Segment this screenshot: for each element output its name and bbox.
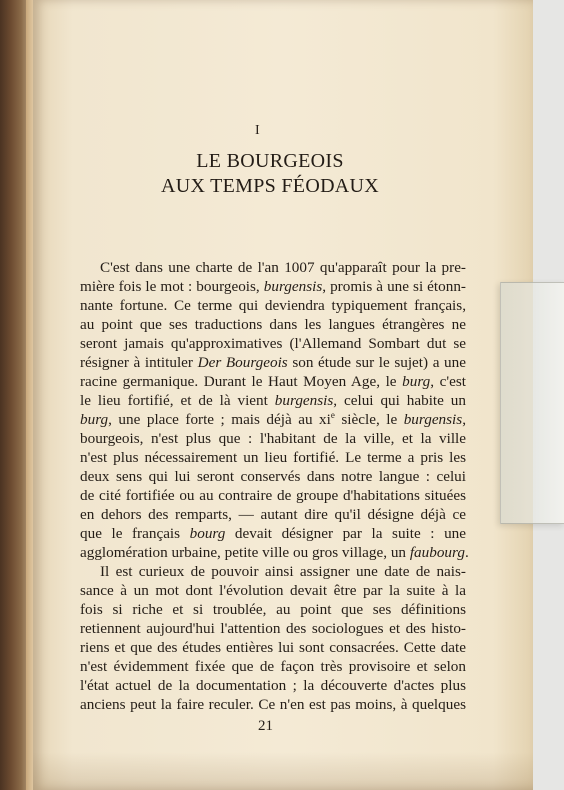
text-run: devait désigner par la suite : une xyxy=(225,525,466,542)
text-run: C'est dans une charte de l'an 1007 qu'apparaît pour la pre- xyxy=(100,259,466,276)
text-run: , celui qui habite un xyxy=(333,392,466,409)
italic-term: burgensis xyxy=(274,392,334,409)
text-line xyxy=(80,676,466,695)
page-number: 21 xyxy=(258,718,273,734)
text-line xyxy=(80,524,466,543)
text-line xyxy=(80,581,466,600)
italic-term: bourg xyxy=(189,525,226,542)
text-line xyxy=(100,258,466,277)
italic-term: burgensis xyxy=(263,278,323,295)
chapter-number: I xyxy=(255,123,260,138)
text-run: bourgeois, n'est plus que : l'habitant de la ville, et la ville xyxy=(80,430,466,447)
text-run: , xyxy=(462,411,466,428)
text-run: riens et que des études entières lui sont consacrées. Cette date xyxy=(80,639,466,656)
text-line xyxy=(80,600,466,619)
text-line xyxy=(80,505,466,524)
text-line xyxy=(80,429,466,448)
text-run: , promis à une si étonn- xyxy=(322,278,466,295)
italic-term: burgensis xyxy=(403,411,463,428)
text-run: , une place forte ; mais déjà au xi xyxy=(108,411,331,428)
text-line xyxy=(80,467,466,486)
text-line xyxy=(80,448,466,467)
text-line xyxy=(80,315,466,334)
text-run: son étude sur le sujet) a une xyxy=(287,354,466,371)
text-run: racine germanique. Durant le Haut Moyen Age, le xyxy=(80,373,403,390)
plastic-page-clip xyxy=(500,282,564,524)
text-line xyxy=(80,372,466,391)
text-line xyxy=(80,353,466,372)
italic-term: Der Bourgeois xyxy=(197,354,288,371)
text-run: en dehors des remparts, — autant dire qu'il désigne déjà ce xyxy=(80,506,466,523)
text-run: sance à un mot dont l'évolution devait être par la suite à la xyxy=(80,582,466,599)
text-run: Il est curieux de pouvoir ainsi assigner une date de nais- xyxy=(100,563,466,580)
text-run: siècle, le xyxy=(334,411,404,428)
text-run: deux sens qui lui seront conservés dans notre langue : celui xyxy=(80,468,466,485)
text-run: l'état actuel de la documentation ; la découverte d'actes plus xyxy=(80,677,466,694)
text-line xyxy=(80,296,466,315)
text-line xyxy=(80,334,466,353)
text-run: au point que ses traductions dans les langues étrangères ne xyxy=(80,316,466,333)
text-line xyxy=(80,391,466,410)
text-run: fois si riche et si troublée, au point que ses définitions xyxy=(80,601,466,618)
text-run: retiennent aujourd'hui l'attention des sociologues et des histo- xyxy=(80,620,466,637)
chapter-title-line-1: LE BOURGEOIS xyxy=(196,150,344,172)
text-run: anciens peut la faire reculer. Ce n'en est pas moins, à quelques xyxy=(80,696,466,713)
text-line xyxy=(80,638,466,657)
text-run: nante fortune. Ce terme qui deviendra typiquement français, xyxy=(80,297,466,314)
text-run: . xyxy=(464,544,469,561)
text-run: seront jamais qu'approximatives (l'Allemand Sombart dut se xyxy=(80,335,466,352)
superscript: e xyxy=(330,409,335,420)
text-run: que le français xyxy=(80,525,190,542)
text-line xyxy=(80,657,466,676)
page-bottom-shadow xyxy=(33,752,533,790)
text-line xyxy=(80,277,466,296)
text-line xyxy=(80,543,469,562)
text-run: n'est évidemment fixée que de façon très provisoire et selon xyxy=(80,658,466,675)
italic-term: burg xyxy=(402,373,431,390)
text-run: le lieu fortifié, et de là vient xyxy=(80,392,275,409)
italic-term: faubourg xyxy=(409,544,465,561)
text-line xyxy=(100,562,466,581)
italic-term: burg xyxy=(80,411,109,428)
text-run: n'est plus nécessairement un lieu fortifié. Le terme a pris les xyxy=(80,449,466,466)
text-run: agglomération urbaine, petite ville ou gros village, un xyxy=(80,544,410,561)
text-line xyxy=(80,486,466,505)
text-line xyxy=(80,410,466,429)
text-line xyxy=(80,619,466,638)
text-run: résigner à intituler xyxy=(80,354,198,371)
text-run: de cité fortifiée ou au contraire de groupe d'habitations situées xyxy=(80,487,466,504)
chapter-title-line-2: AUX TEMPS FÉODAUX xyxy=(160,175,380,197)
text-line xyxy=(80,695,466,714)
text-run: mière fois le mot : bourgeois, xyxy=(80,278,264,295)
text-run: , c'est xyxy=(430,373,466,390)
